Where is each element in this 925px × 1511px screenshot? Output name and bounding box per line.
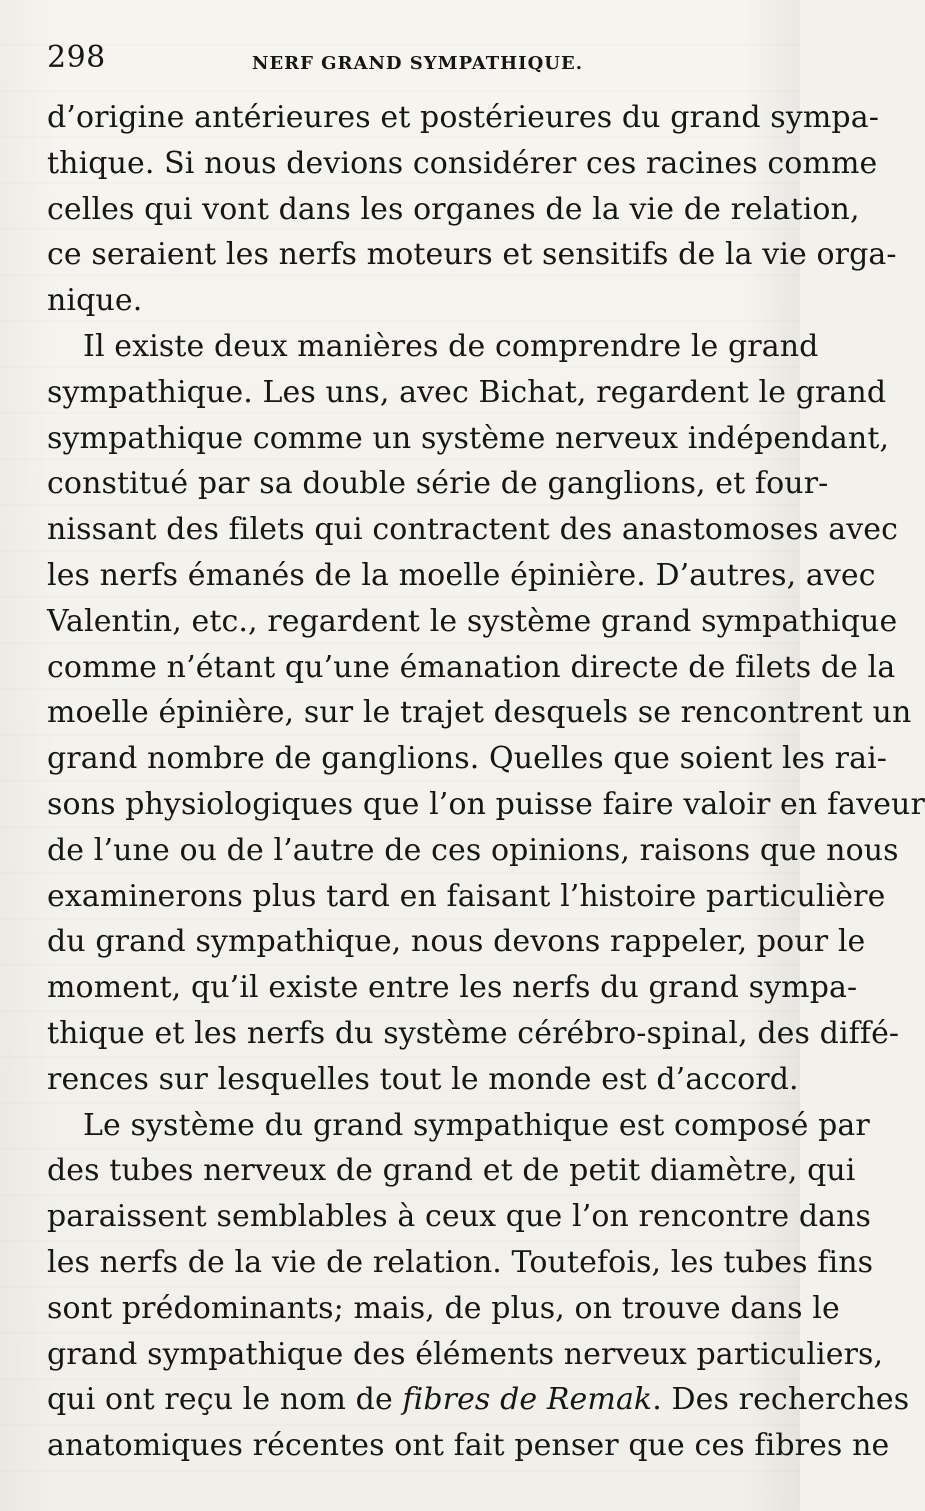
text-line: nique. [47, 283, 143, 319]
text-line: sympathique. Les uns, avec Bichat, regardent le grand [47, 374, 887, 410]
text-line: Valentin, etc., regardent le système grand sympathique [47, 603, 898, 639]
text-line: thique et les nerfs du système cérébro-spinal, des diffé- [47, 1015, 900, 1051]
text-line: celles qui vont dans les organes de la vie de relation, [47, 191, 860, 227]
line-end: . Des recherches [652, 1382, 910, 1418]
text-line: sons physiologiques que l’on puisse faire valoir en faveur [47, 786, 925, 822]
text-line: rences sur lesquelles tout le monde est d’accord. [47, 1061, 799, 1097]
running-title: NERF GRAND SYMPATHIQUE. [252, 53, 583, 74]
text-line: d’origine antérieures et postérieures du grand sympa- [47, 100, 879, 135]
text-line: nissant des filets qui contractent des anastomoses avec [47, 512, 899, 548]
mixed-italic-line [47, 1377, 910, 1423]
text-line: moelle épinière, sur le trajet desquels se rencontrent un [47, 695, 912, 731]
text-line: moment, qu’il existe entre les nerfs du grand sympa- [47, 970, 858, 1006]
paragraph-start-line: Le système du grand sympathique est composé par [83, 1107, 870, 1143]
text-line: sont prédominants; mais, de plus, on trouve dans le [47, 1290, 840, 1326]
text-line: comme n’étant qu’une émanation directe de filets de la [47, 649, 896, 685]
line-start: qui ont reçu le nom de [47, 1382, 403, 1418]
text-line: grand sympathique des éléments nerveux particuliers, [47, 1336, 884, 1372]
italic-term: fibres de Remak [402, 1382, 653, 1418]
body-text [47, 95, 925, 1469]
text-line: anatomiques récentes ont fait penser que ces fibres ne [47, 1428, 890, 1464]
text-line: sympathique comme un système nerveux indépendant, [47, 420, 890, 456]
page-header [47, 36, 752, 76]
text-line: examinerons plus tard en faisant l’histoire particulière [47, 878, 886, 914]
text-line: ce seraient les nerfs moteurs et sensitifs de la vie orga- [47, 237, 897, 273]
page-number: 298 [47, 40, 106, 75]
text-line: du grand sympathique, nous devons rappeler, pour le [47, 924, 866, 960]
text-line: de l’une ou de l’autre de ces opinions, raisons que nous [47, 832, 899, 868]
text-line: les nerfs émanés de la moelle épinière. D’autres, avec [47, 557, 876, 593]
text-line: les nerfs de la vie de relation. Toutefois, les tubes fins [47, 1244, 874, 1280]
text-line: paraissent semblables à ceux que l’on rencontre dans [47, 1199, 872, 1235]
text-line: constitué par sa double série de ganglions, et four- [47, 466, 829, 502]
paragraph-start-line: Il existe deux manières de comprendre le grand [83, 328, 819, 364]
text-line: thique. Si nous devions considérer ces racines comme [47, 145, 878, 181]
text-line: grand nombre de ganglions. Quelles que soient les rai- [47, 741, 888, 777]
text-line: des tubes nerveux de grand et de petit diamètre, qui [47, 1153, 856, 1189]
